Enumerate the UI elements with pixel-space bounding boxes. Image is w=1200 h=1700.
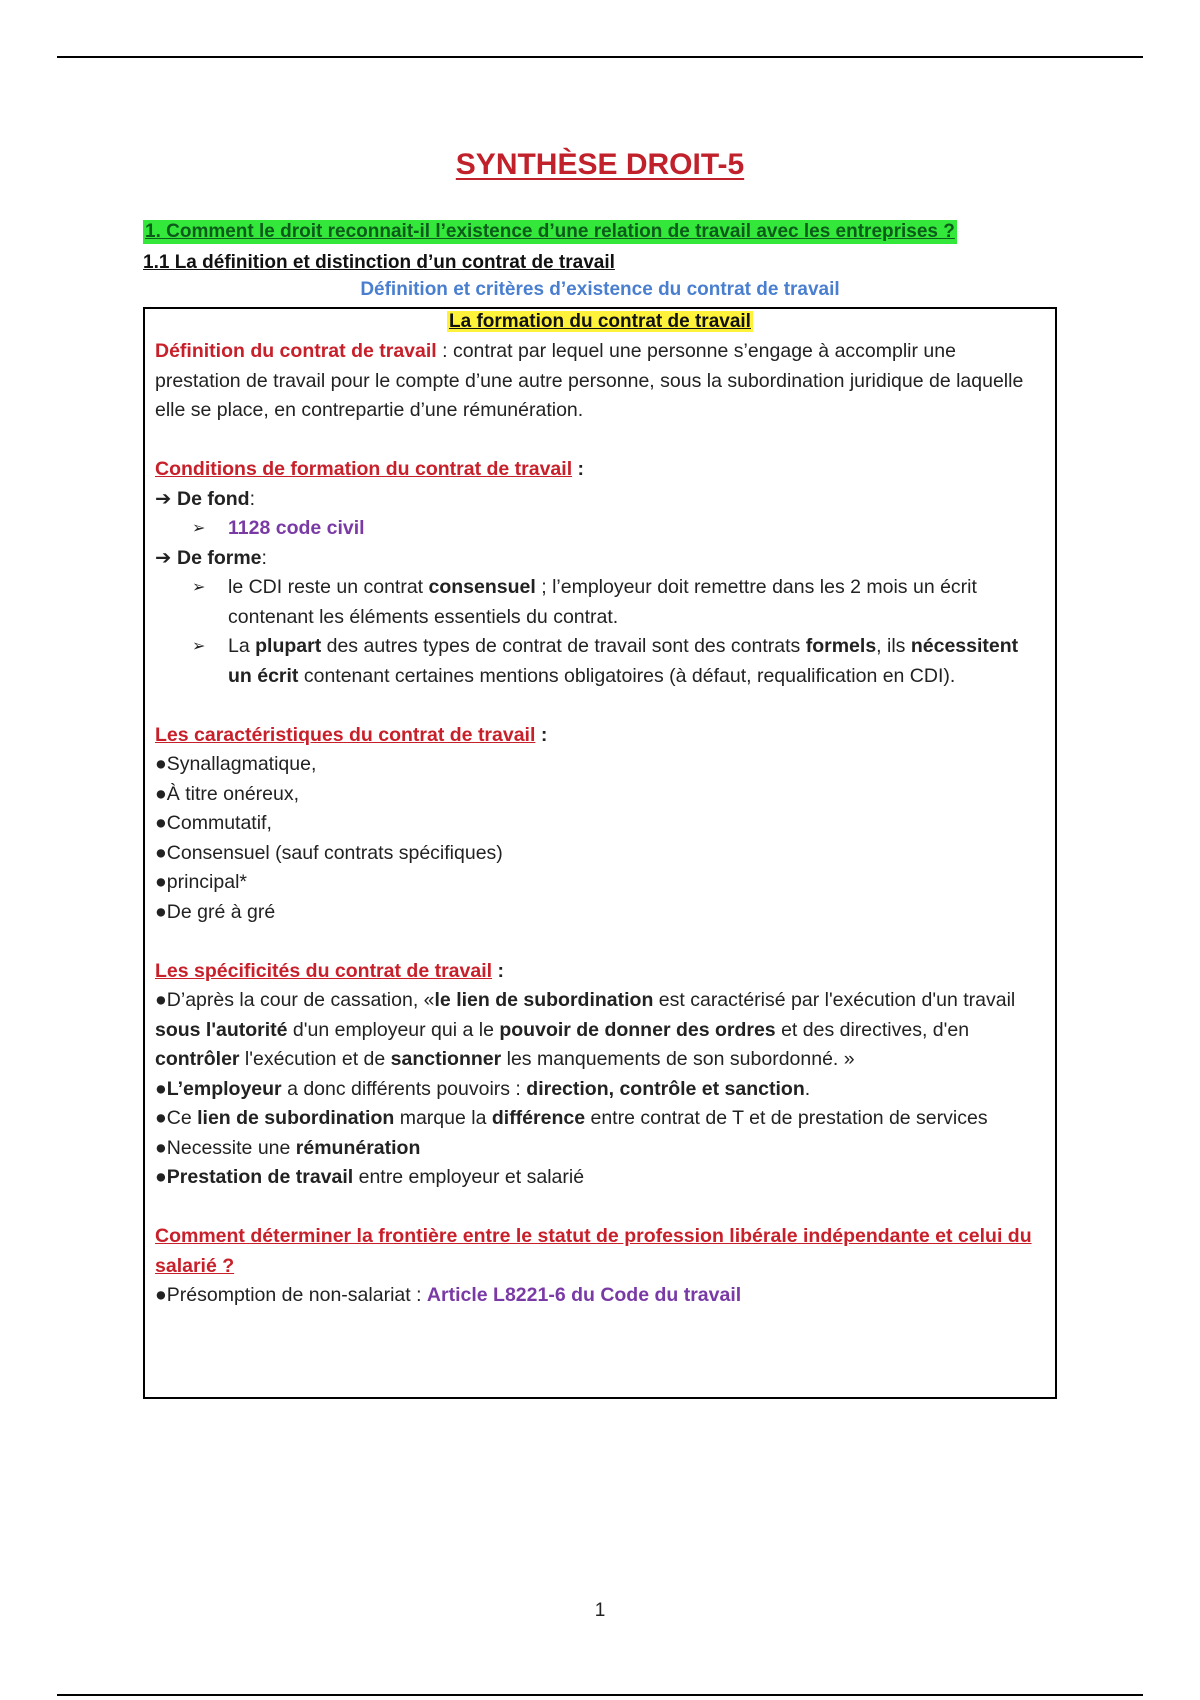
text-run-bold: pouvoir de donner des ordres <box>499 1018 776 1041</box>
text-run: d'un employeur qui a le <box>287 1018 500 1041</box>
bullet-arrowhead-icon: ➢ <box>192 520 206 537</box>
text-run-bold: le lien de subordination <box>434 989 654 1011</box>
specificites-p5 <box>155 1163 1045 1193</box>
specificites-p1 <box>155 986 1045 1075</box>
text-run: , ils <box>876 635 911 657</box>
forme-line <box>155 544 1045 574</box>
definition-text: : contrat par lequel une personne s’engage à accomplir une prestation de travail pour le compte d’une autre personne, sous la subordination juridique de laquelle elle se place, en contrepartie d’une rémunération. <box>155 340 1024 421</box>
list-item: ●Commutatif, <box>155 812 272 834</box>
specificites-heading-line <box>155 957 1045 987</box>
list-item: ●À titre onéreux, <box>155 782 300 805</box>
heading-3: Définition et critères d’existence du contrat de travail <box>360 279 840 300</box>
list-item: ●Synallagmatique, <box>155 753 317 775</box>
forme-colon: : <box>261 546 267 569</box>
text-run: est caractérisé par l'exécution d'un travail <box>653 989 1016 1011</box>
text-run: des autres types de contrat de travail sont des contrats <box>321 635 806 657</box>
list-item: ●De gré à gré <box>155 900 276 923</box>
text-run-bold: différence <box>491 1107 586 1129</box>
text-run: entre contrat de T et de prestation de services <box>585 1107 988 1129</box>
caracteristiques-heading-line <box>155 721 1045 751</box>
fond-label: De fond <box>177 487 250 510</box>
text-run-bold: nécessitent un écrit <box>228 635 1019 687</box>
caracteristiques-colon: : <box>535 723 548 746</box>
text-run: a donc différents pouvoirs : <box>281 1077 527 1100</box>
list-item: ●principal* <box>155 871 247 893</box>
box-content <box>155 337 1045 1311</box>
article-reference: Article L8221-6 du Code du travail <box>426 1284 742 1306</box>
specificites-colon: : <box>492 959 504 982</box>
frontiere-heading: Comment déterminer la frontière entre le statut de profession libérale indépendante et celui du salarié ? <box>155 1225 1032 1277</box>
text-run: et des directives, d'en <box>775 1018 970 1041</box>
bullet-arrowhead-icon: ➢ <box>192 638 206 655</box>
conditions-heading: Conditions de formation du contrat de travail <box>155 458 573 480</box>
specificites-p4 <box>155 1134 1045 1164</box>
arrow-icon: ➔ <box>155 546 172 569</box>
text-run-bold: rémunération <box>295 1136 421 1159</box>
top-rule <box>57 56 1143 58</box>
caracteristiques-heading: Les caractéristiques du contrat de travail <box>155 723 536 746</box>
text-run: ●D’après la cour de cassation, « <box>155 989 435 1011</box>
text-run-bold: formels <box>805 635 877 657</box>
fond-item-text: 1128 code civil <box>228 517 365 539</box>
text-run: ●Ce <box>155 1107 198 1129</box>
text-run: marque la <box>394 1107 492 1129</box>
page-number: 1 <box>594 1600 606 1621</box>
text-run: La <box>228 635 256 657</box>
box-title: La formation du contrat de travail <box>449 311 751 332</box>
box-title-wrap <box>0 311 1200 333</box>
forme-label: De forme <box>177 546 262 569</box>
fond-colon: : <box>249 487 255 510</box>
text-run-bold: consensuel <box>428 576 536 598</box>
specificites-heading: Les spécificités du contrat de travail <box>155 959 493 982</box>
heading-2: 1.1 La définition et distinction d’un contrat de travail <box>143 252 615 273</box>
document-title: SYNTHÈSE DROIT-5 <box>455 148 745 181</box>
bottom-rule <box>57 1694 1143 1696</box>
definition-label: Définition du contrat de travail <box>155 340 437 362</box>
text-run: ● <box>155 1166 167 1188</box>
text-run: l'exécution et de <box>239 1048 391 1070</box>
document-title-wrap <box>0 148 1200 182</box>
text-run: ● <box>155 1077 167 1100</box>
heading-1: 1. Comment le droit reconnait-il l’existence d’une relation de travail avec les entreprises ? <box>145 221 955 242</box>
specificites-p3 <box>155 1104 1045 1134</box>
bullet-arrowhead-icon: ➢ <box>192 579 206 596</box>
text-run-bold: L’employeur <box>166 1077 282 1100</box>
text-run-bold: direction, contrôle et sanction <box>526 1077 805 1100</box>
text-run-bold: Prestation de travail <box>166 1166 354 1188</box>
text-run-bold: sous l'autorité <box>155 1018 288 1041</box>
fond-line <box>155 485 1045 515</box>
text-run: . <box>804 1077 811 1100</box>
definition-paragraph <box>155 337 1045 426</box>
text-run-bold: lien de subordination <box>197 1107 395 1129</box>
forme-item-2 <box>155 632 1045 691</box>
text-run-bold: plupart <box>255 635 322 657</box>
conditions-heading-line <box>155 455 1045 485</box>
fond-item <box>155 514 1045 544</box>
specificites-p2 <box>155 1075 1045 1105</box>
text-run: les manquements de son subordonné. » <box>501 1048 855 1070</box>
text-run: ●Necessite une <box>155 1136 296 1159</box>
frontiere-line <box>155 1281 1045 1311</box>
forme-item-1 <box>155 573 1045 632</box>
text-run: ; l’employeur doit remettre dans les 2 mois un écrit contenant les éléments essentiels du contrat. <box>228 576 977 628</box>
conditions-colon: : <box>572 458 585 480</box>
text-run-bold: sanctionner <box>390 1048 502 1070</box>
text-run: entre employeur et salarié <box>353 1166 585 1188</box>
frontiere-heading-line <box>155 1222 1045 1281</box>
text-run: ●Présomption de non-salariat : <box>155 1284 427 1306</box>
list-item: ●Consensuel (sauf contrats spécifiques) <box>155 841 503 864</box>
text-run-bold: contrôler <box>155 1048 240 1070</box>
text-run: le CDI reste un contrat <box>228 576 429 598</box>
arrow-icon: ➔ <box>155 487 172 510</box>
text-run: contenant certaines mentions obligatoires (à défaut, requalification en CDI). <box>298 664 956 687</box>
